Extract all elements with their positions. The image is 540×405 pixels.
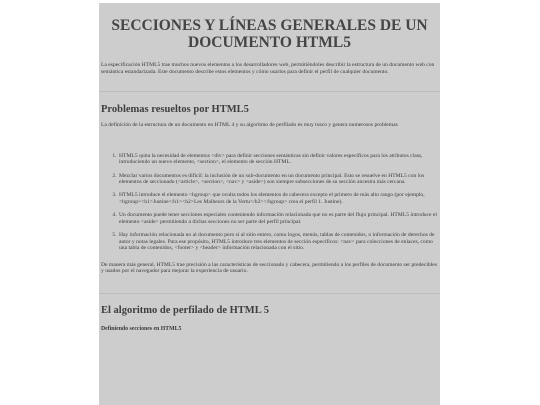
document-content bbox=[99, 17, 440, 333]
list-item: 1. HTML5 quita la necesidad de elementos <div> para definir secciones semánticas sin definir valores específicos para los atributos class, introduciendo un nuevo elemento, <section>, el elemento de sección HTML. bbox=[118, 153, 438, 166]
subsection-heading: Definiendo secciones en HTML5 bbox=[101, 325, 182, 332]
closing-paragraph: De manera más general, HTML5 trae precisión a las características de seccionado y cabecera, permitiendo a los perfiles de documento ser predecibles y usados por el navegador para mejorar la experiencia de usuario. bbox=[101, 261, 437, 275]
list-item: 4. Un documento puede tener secciones especiales conteniendo información relacionada que no es parte del flujo principal. HTML5 introduce el elemento <aside> permitiendo a dichas secciones no ser parte del perfil principal. bbox=[118, 212, 438, 225]
list-item: 2. Mezclar varios documentos es difícil: la inclusión de un sub-documento en un documento principal. Esto se resuelve en HTML5 con los elementos de seccionado (<article>, <section>, <nav> y <aside>) son siempre subsecciones de su sección ancestra más cercana. bbox=[118, 173, 438, 186]
section-lead-paragraph: La definición de la estructura de un documento en HTML 4 y su algoritmo de perfilado es muy tosco y genera numerosos problemas bbox=[101, 122, 398, 129]
section-heading-problems: Problemas resueltos por HTML5 bbox=[101, 104, 249, 116]
problems-list bbox=[101, 153, 438, 252]
section-divider bbox=[99, 293, 440, 294]
list-item: 3. HTML5 introduce el elemento <hgroup> que oculta todos los elementos de cabecera excepto el primero de más alto rango (por ejemplo, <hgroup><h1>Justine</h1><h2>Les Malheurs de la Vertu</h2></hgroup> crea el perfil 1. Justine). bbox=[118, 192, 438, 205]
list-item: 5. Hay información relacionada no al documento pero sí al sitio entero, como logos, menús, tablas de contenidos, o información de derechos de autor y notas legales. Para ese propósito, HTML5 introduce tres elementos de sección específicos: <nav> para colecciones de enlaces, como una tabla de contenidos, <footer> y <header> información relacionada con el sitio. bbox=[118, 232, 438, 252]
section-heading-algorithm: El algoritmo de perfilado de HTML 5 bbox=[101, 304, 269, 316]
document-page bbox=[99, 3, 440, 405]
section-divider bbox=[99, 91, 440, 92]
document-title: SECCIONES Y LÍNEAS GENERALES DE UN DOCUMENTO HTML5 bbox=[111, 17, 428, 51]
intro-paragraph: La especificación HTML5 trae muchos nuevos elementos a los desarrolladores web, permitiéndoles describir la estructura de un documento web con semántica estandarizada. Este documento describe estos elementos y cómo usarlos para definir el perfil de cualquier documento. bbox=[101, 62, 435, 75]
